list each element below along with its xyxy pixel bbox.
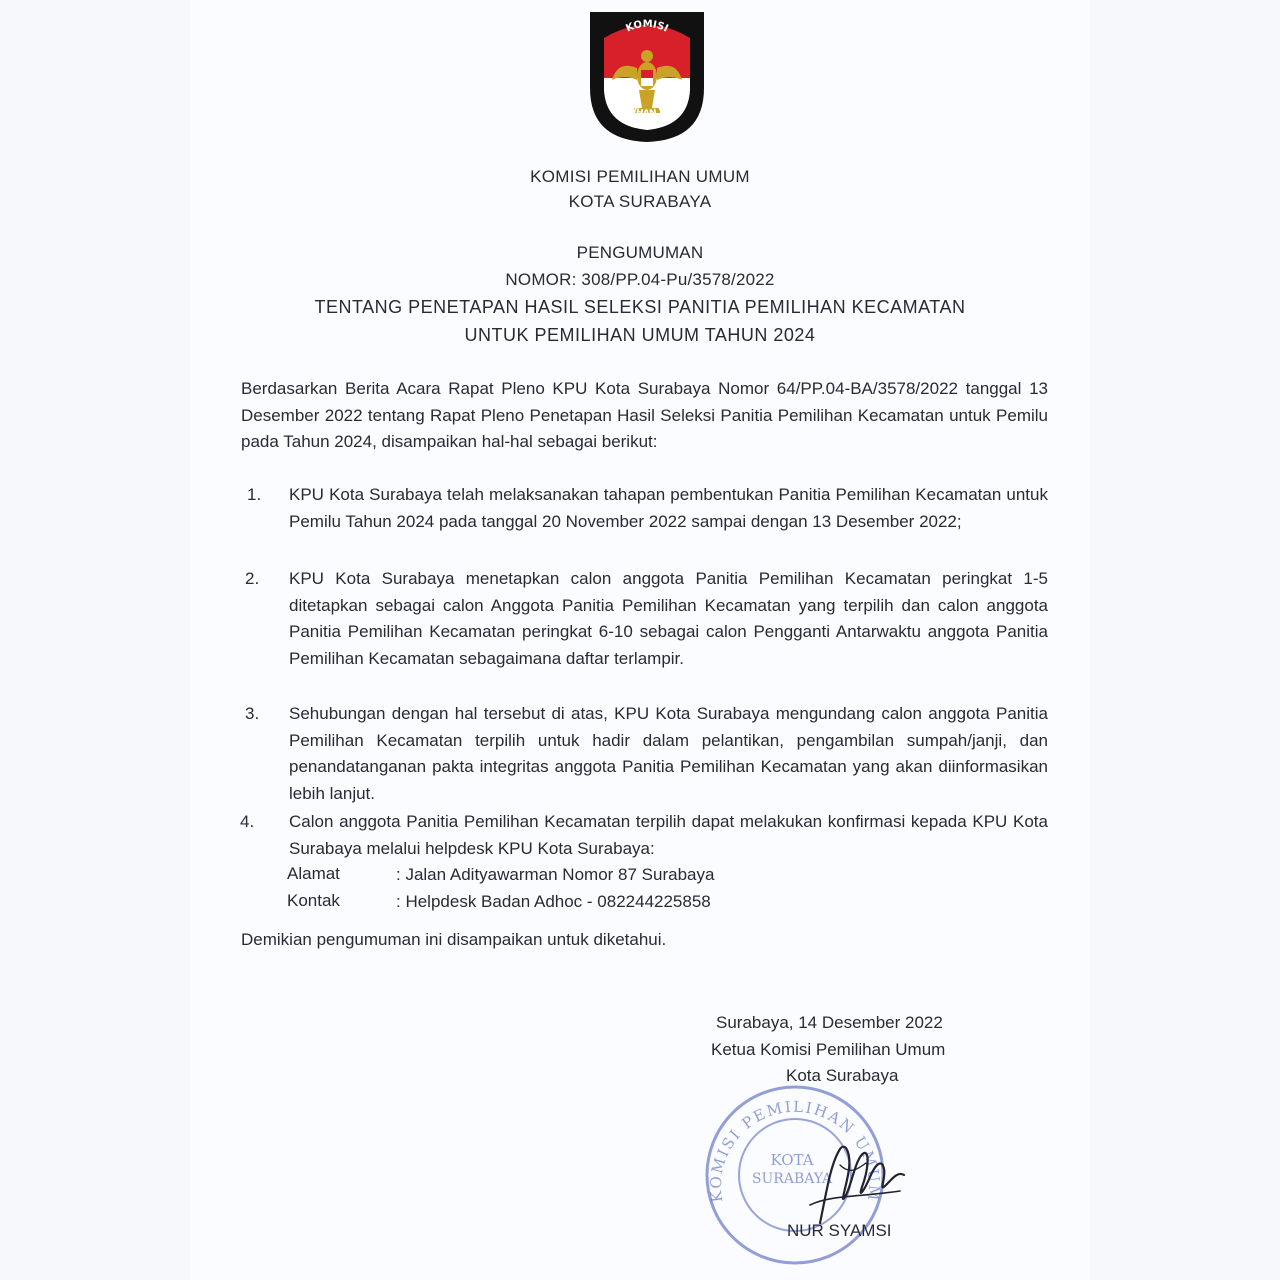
contact-label: Kontak: [287, 891, 340, 910]
signatory-position: Ketua Komisi Pemilihan Umum: [711, 1040, 946, 1059]
item-number: 4.: [240, 812, 255, 831]
document-heading: PENGUMUMAN: [576, 243, 704, 262]
stamp-ring-text: KOMISI PEMILIHAN UMUM: [706, 1097, 884, 1204]
document-subject-line1: TENTANG PENETAPAN HASIL SELEKSI PANITIA PEMILIHAN KECAMATAN: [314, 297, 966, 317]
list-item: Calon anggota Panitia Pemilihan Kecamatan terpilih dapat melakukan konfirmasi kepada KPU Kota Surabaya melalui helpdesk KPU Kota Surabaya:: [289, 812, 1048, 858]
closing-statement: Demikian pengumuman ini disampaikan untuk diketahui.: [241, 930, 667, 949]
organization-city: KOTA SURABAYA: [568, 192, 712, 211]
contact-value: : Helpdesk Badan Adhoc - 082244225858: [396, 892, 711, 911]
list-item: KPU Kota Surabaya menetapkan calon anggota Panitia Pemilihan Kecamatan peringkat 1-5 ditetapkan sebagai calon Anggota Panitia Pemilihan Kecamatan yang terpilih dan calon anggota Panitia Pemilihan Kecamatan peringkat 6-10 sebagai calon Pengganti Antarwaktu anggota Panitia Pemilihan Kecamatan sebagaimana daftar terlampir.: [289, 569, 1048, 668]
item-number: 3.: [245, 704, 260, 723]
place-date: Surabaya, 14 Desember 2022: [716, 1013, 943, 1032]
item-number: 1.: [247, 485, 262, 504]
intro-paragraph: Berdasarkan Berita Acara Rapat Pleno KPU Kota Surabaya Nomor 64/PP.04-BA/3578/2022 tanggal 13 Desember 2022 tentang Rapat Pleno Penetapan Hasil Seleksi Panitia Pemilihan Kecamatan untuk Pemilu pada Tahun 2024, disampaikan hal-hal sebagai berikut:: [241, 379, 1048, 451]
list-item: KPU Kota Surabaya telah melaksanakan tahapan pembentukan Panitia Pemilihan Kecamatan untuk Pemilu Tahun 2024 pada tanggal 20 November 2022 sampai dengan 13 Desember 2022;: [289, 485, 1048, 531]
stamp-center-line2: SURABAYA: [751, 1171, 833, 1187]
item-number: 2.: [245, 569, 260, 588]
kpu-logo: [584, 8, 710, 144]
address-label: Alamat: [287, 864, 340, 883]
document-subject-line2: UNTUK PEMILIHAN UMUM TAHUN 2024: [464, 325, 816, 345]
signatory-city: Kota Surabaya: [786, 1066, 899, 1085]
stamp-center-line1: KOTA: [770, 1151, 814, 1169]
address-value: : Jalan Adityawarman Nomor 87 Surabaya: [396, 865, 715, 884]
logo-bottom-text: PEMILIHAN UMUM: [606, 89, 688, 120]
logo-top-text: KOMISI: [624, 18, 670, 35]
document-number: NOMOR: 308/PP.04-Pu/3578/2022: [505, 270, 775, 289]
organization-name: KOMISI PEMILIHAN UMUM: [530, 167, 750, 186]
handwritten-signature: [800, 1135, 910, 1230]
signatory-name: NUR SYAMSI: [787, 1221, 892, 1240]
list-item: Sehubungan dengan hal tersebut di atas, KPU Kota Surabaya mengundang calon anggota Panitia Pemilihan Kecamatan terpilih untuk hadir dalam pelantikan, pengambilan sumpah/janji, dan penandatanganan pakta integritas anggota Panitia Pemilihan Kecamatan yang akan diinformasikan lebih lanjut.: [289, 704, 1048, 803]
